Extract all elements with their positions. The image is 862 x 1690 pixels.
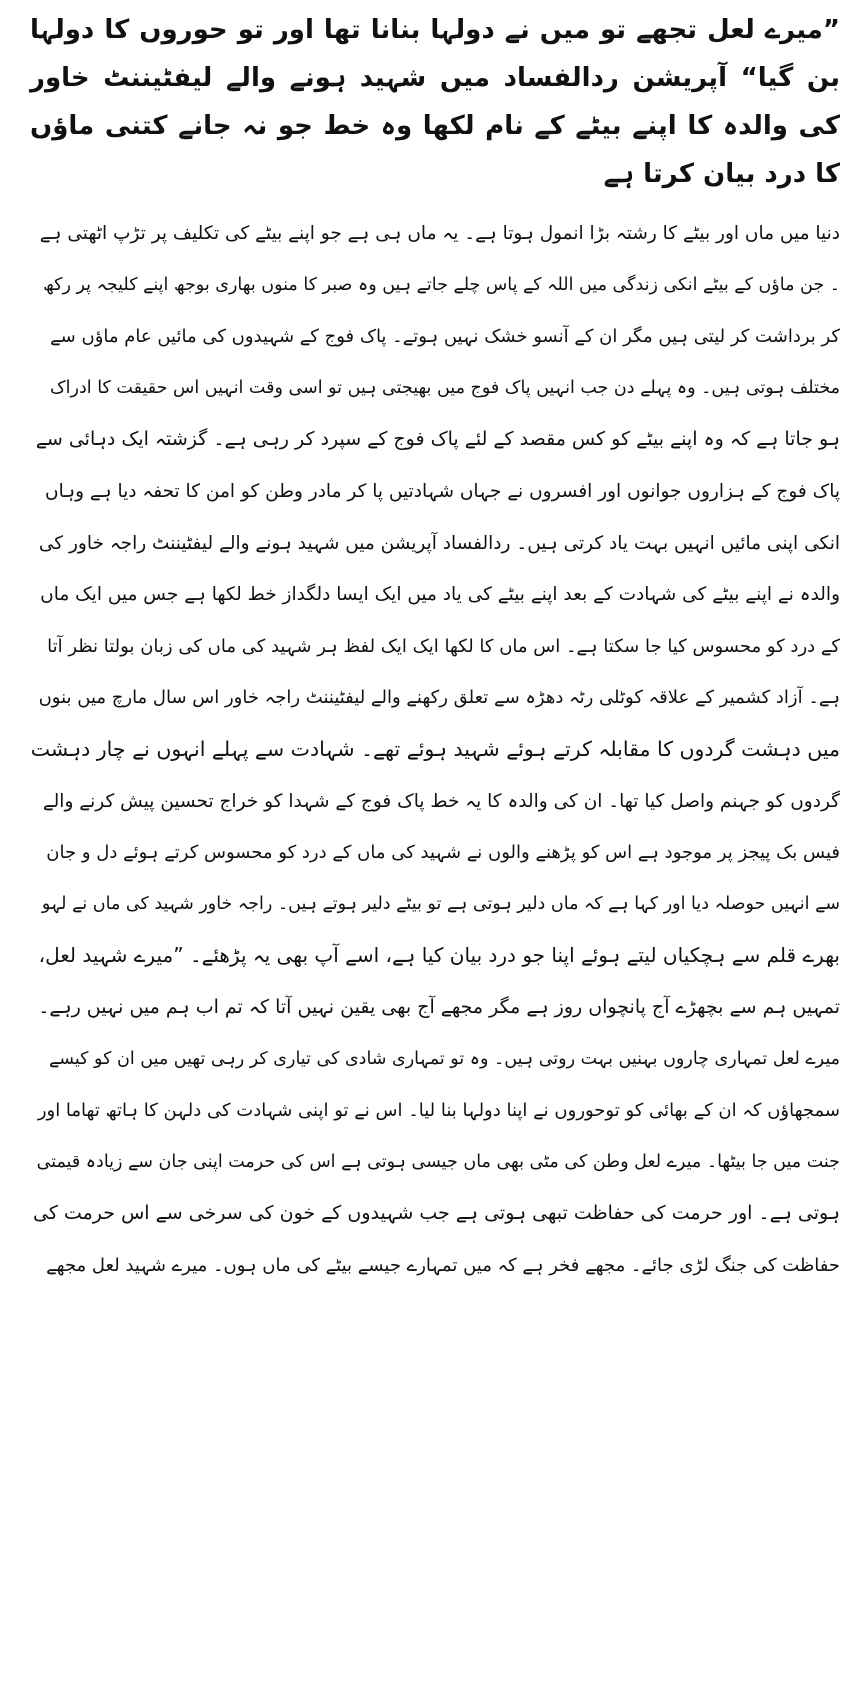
- body-line: تمہیں ہم سے بچھڑے آج پانچواں روز ہے مگر مجھے آج بھی یقین نہیں آتا کہ تم اب ہم میں نہیں رہے۔: [38, 995, 840, 1018]
- body-line: حفاظت کی جنگ لڑی جائے۔ مجھے فخر ہے کہ میں تمہارے جیسے بیٹے کی ماں ہوں۔ میرے شہید لعل مجھے: [46, 1254, 840, 1276]
- body-line: میں دہشت گردوں کا مقابلہ کرتے ہوئے شہید ہوئے تھے۔ شہادت سے پہلے انہوں نے چار دہشت: [30, 736, 840, 761]
- body-line: پاک فوج کے ہزاروں جوانوں اور افسروں نے جہاں شہادتیں پا کر مادر وطن کو امن کا تحفہ دیا ہے وہاں: [45, 480, 840, 502]
- article-headline: [30, 6, 840, 198]
- body-line: کر برداشت کر لیتی ہیں مگر ان کے آنسو خشک نہیں ہوتے۔ پاک فوج کے شہیدوں کی مائیں عام ماؤں سے: [50, 326, 840, 348]
- body-line: مختلف ہوتی ہیں۔ وہ پہلے دن جب انہیں پاک فوج میں بھیجتی ہیں تو اسی وقت انہیں اس حقیقت کا ادراک: [50, 377, 840, 398]
- body-line: والدہ نے اپنے بیٹے کی شہادت کے بعد اپنے بیٹے کی یاد میں ایک ایسا دلگداز خط لکھا ہے جس میں ایک ماں: [40, 584, 840, 606]
- body-line: بھرے قلم سے ہچکیاں لیتے ہوئے اپنا جو درد بیان کیا ہے، اسے آپ بھی یہ پڑھئے۔ ”میرے شہید لعل،: [38, 943, 840, 968]
- headline-line: ”میرے لعل تجھے تو میں نے دولہا بنانا تھا اور تو حوروں کا دولہا بن گیا“ آپریشن ردالفساد میں: [30, 15, 840, 93]
- body-line: فیس بک پیجز پر موجود ہے اس کو پڑھنے والوں نے شہید کی ماں کے درد کو محسوس کرتے ہوئے دل و جان: [46, 842, 840, 864]
- body-line: ۔ جن ماؤں کے بیٹے انکی زندگی میں اللہ کے پاس چلے جاتے ہیں وہ صبر کا منوں بھاری بوجھ اپنے کلیجہ پر رکھ: [43, 274, 840, 295]
- body-line: سے انہیں حوصلہ دیا اور کہا ہے کہ ماں دلیر ہوتی ہے تو بیٹے دلیر ہوتے ہیں۔ راجہ خاور شہید کی ماں نے لہو: [41, 893, 840, 914]
- body-line: میرے لعل تمہاری چاروں بہنیں بہت روتی ہیں۔ وہ تو تمہاری شادی کی تیاری کر رہی تھیں میں ان کو کیسے: [49, 1048, 840, 1069]
- body-line: جنت میں جا بیٹھا۔ میرے لعل وطن کی مٹی بھی ماں جیسی ہوتی ہے اس کی حرمت اپنی جان سے زیادہ قیمتی: [36, 1151, 840, 1172]
- body-line: سمجھاؤں کہ ان کے بھائی کو توحوروں نے اپنا دولہا بنا لیا۔ اس نے تو اپنی شہادت کی دلہن کا ہاتھ تھاما اور: [37, 1100, 840, 1122]
- body-line: گردوں کو جہنم واصل کیا تھا۔ ان کی والدہ کا یہ خط پاک فوج کے شہدا کو خراج تحسین پیش کرنے والے: [42, 790, 840, 812]
- body-line: ہے۔ آزاد کشمیر کے علاقہ کوٹلی رٹہ دھڑہ سے تعلق رکھنے والے لیفٹیننٹ راجہ خاور اس سال مارچ میں بنوں: [38, 687, 840, 709]
- body-line: کے درد کو محسوس کیا جا سکتا ہے۔ اس ماں کا لکھا ایک ایک لفظ ہر شہید کی ماں کی زبان بولتا نظر آتا: [47, 635, 840, 657]
- article-body: [30, 208, 840, 1291]
- headline-line: درد بیان کرتا ہے: [603, 159, 807, 189]
- body-line: دنیا میں ماں اور بیٹے کا رشتہ بڑا انمول ہوتا ہے۔ یہ ماں ہی ہے جو اپنے بیٹے کی تکلیف پر تڑپ اٹھتی ہے: [39, 223, 840, 244]
- body-line: ہوتی ہے۔ اور حرمت کی حفاظت تبھی ہوتی ہے جب شہیدوں کے خون کی سرخی سے اس حرمت کی: [33, 1202, 840, 1225]
- body-line: ہو جاتا ہے کہ وہ اپنے بیٹے کو کس مقصد کے لئے پاک فوج کے سپرد کر رہی ہے۔ گزشتہ ایک دہائی سے: [35, 428, 840, 451]
- body-line: انکی اپنی مائیں انہیں بہت یاد کرتی ہیں۔ ردالفساد آپریشن میں شہید ہونے والے لیفٹیننٹ راجہ خاور کی: [38, 532, 840, 554]
- headline-line: شہید ہونے والے لیفٹیننٹ خاور کی والدہ کا اپنے بیٹے کے نام لکھا وہ خط جو نہ جانے کتنی ماؤں کا: [30, 63, 840, 189]
